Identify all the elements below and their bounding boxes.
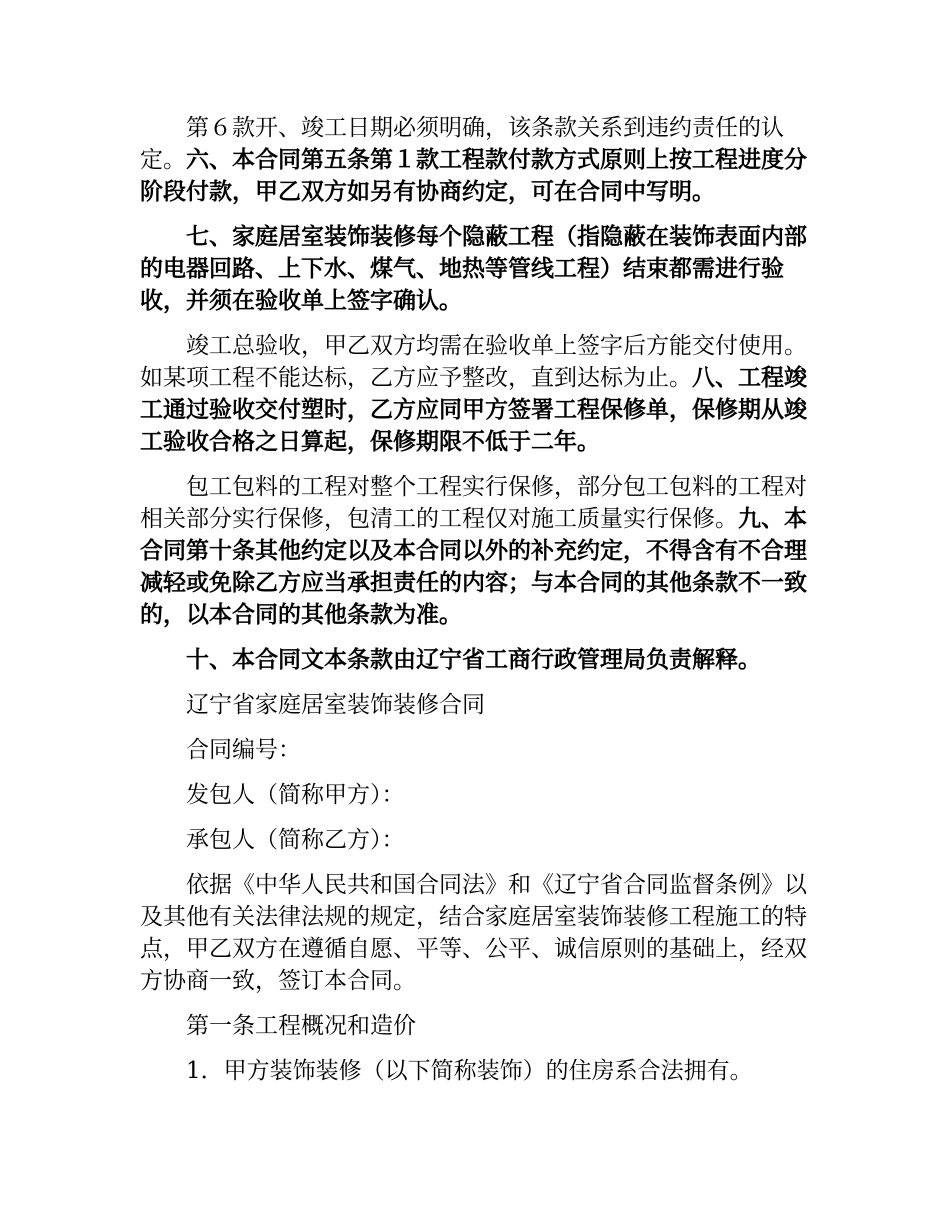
paragraph-clause-8 [140,330,812,458]
legal-basis-paragraph [140,869,812,997]
paragraph-text: 辽宁省家庭居室装饰装修合同 [186,692,485,718]
contract-number-line [140,734,812,766]
paragraph-clause-7 [140,221,812,317]
paragraph-text: 1．甲方装饰装修（以下简称装饰）的住房系合法拥有。 [186,1058,753,1084]
paragraph-text: 依据《中华人民共和国合同法》和《辽宁省合同监督条例》以及其他有关法律法规的规定，结合家庭居室装饰装修工程施工的特点，甲乙双方在遵循自愿、平等、公平、诚信原则的基础上，经双方协商一致，签订本合同。 [140,872,807,994]
article-1-heading [140,1010,812,1042]
article-1-item-1 [140,1055,812,1087]
paragraph-clause-10 [140,644,812,676]
party-b-line [140,824,812,856]
paragraph-text: 第一条工程概况和造价 [186,1013,416,1039]
paragraph-text-bold: 八、工程竣工通过验收交付塑时，乙方应同甲方签署工程保修单，保修期从竣工验收合格之日算起，保修期限不低于二年。 [140,364,807,455]
paragraph-text: 包工包料的工程对整个工程实行保修，部分包工包料的工程对相关部分实行保修，包清工的工程仅对施工质量实行保修。 [140,474,807,532]
paragraph-text: 承包人（简称乙方）： [186,827,405,853]
paragraph-clause-9 [140,471,812,631]
paragraph-text-bold: 十、本合同文本条款由辽宁省工商行政管理局负责解释。 [186,646,761,673]
paragraph-text: 合同编号： [186,737,301,763]
paragraph-text: 发包人（简称甲方）： [186,782,405,808]
paragraph-clause-6 [140,112,812,208]
paragraph-text: 竣工总验收，甲乙双方均需在验收单上签字后方能交付使用。如某项工程不能达标，乙方应予整改，直到达标为止。 [140,333,807,391]
contract-title [140,689,812,721]
party-a-line [140,779,812,811]
document-body [140,112,812,1100]
paragraph-text-bold: 九、本合同第十条其他约定以及本合同以外的补充约定，不得含有不合理减轻或免除乙方应当承担责任的内容；与本合同的其他条款不一致的，以本合同的其他条款为准。 [140,505,807,628]
paragraph-text-bold: 六、本合同第五条第１款工程款付款方式原则上按工程进度分阶段付款，甲乙双方如另有协商约定，可在合同中写明。 [140,146,807,205]
paragraph-text: 第６款开、竣工日期必须明确，该条款关系到违约责任的认定。 [140,115,784,173]
paragraph-text-bold: 七、家庭居室装饰装修每个隐蔽工程（指隐蔽在装饰表面内部的电器回路、上下水、煤气、地热等管线工程）结束都需进行验收，并须在验收单上签字确认。 [140,223,807,314]
